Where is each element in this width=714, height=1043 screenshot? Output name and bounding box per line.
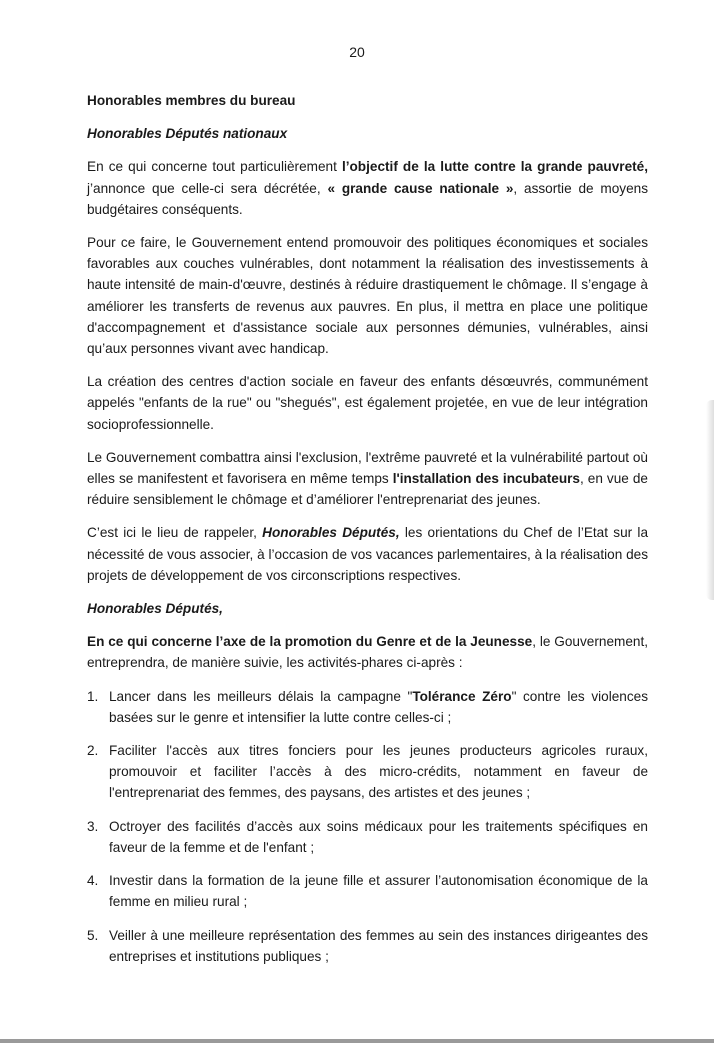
text: j’annonce que celle-ci sera décrétée, (87, 180, 328, 196)
paragraph-chef-etat (87, 522, 648, 586)
list-number: 2. (87, 743, 99, 759)
bold-text: En ce qui concerne l’axe de la promotion du Genre et de la Jeunesse (87, 634, 533, 650)
text: les orientations du Chef de l’Etat sur la nécessité de vous associer, à l’occasion de vos vacances parlementaires, à la réalisation des projets de développement de vos circonscriptions respectives. (87, 525, 649, 583)
paragraph-exclusion (87, 447, 648, 511)
heading-bureau: Honorables membres du bureau (87, 93, 296, 108)
list-item (87, 925, 648, 967)
text: , assortie de moyens budgétaires conséquents. (87, 180, 648, 217)
paragraph-genre-jeunesse (87, 631, 648, 673)
list-number: 3. (87, 818, 99, 834)
text: En ce qui concerne tout particulièrement (87, 159, 342, 175)
text: Octroyer des facilités d’accès aux soins médicaux pour les traitements spécifiques en faveur de la femme et de l'enfant ; (109, 818, 648, 855)
paragraph-politiques: Pour ce faire, le Gouvernement entend promouvoir des politiques économiques et sociales favorables aux couches vulnérables, dont notamment la réalisation des investissements à haute intensité de main-d'œuvre, destinés à réduire drastiquement le chômage. Il s’engage à améliorer les transferts de revenus aux pauvres. En plus, il mettra en place une politique d'accompagnement et d'assistance sociale aux personnes démunies, vulnérables, ainsi qu’aux personnes vivant avec handicap. (87, 235, 648, 357)
list-item (87, 686, 648, 728)
list-number: 4. (87, 873, 99, 889)
heading-deputes: Honorables Députés, (87, 601, 223, 617)
heading-deputes-nationaux: Honorables Députés nationaux (87, 126, 288, 142)
text: , en vue de réduire sensiblement le chômage et d’améliorer l'entreprenariat des jeunes. (87, 471, 648, 508)
list-number: 5. (87, 927, 99, 943)
bold-text: « grande cause nationale » (327, 180, 514, 196)
list-item (87, 816, 648, 858)
activities-list (87, 686, 648, 967)
paragraph-pauvrete (87, 156, 648, 220)
text: Lancer dans les meilleurs délais la campagne " (109, 688, 413, 704)
bold-text: Tolérance Zéro (412, 688, 512, 704)
text: Le Gouvernement combattra ainsi l'exclusion, l'extrême pauvreté et la vulnérabilité partout où elles se manifestent et favorisera en même temps (87, 449, 648, 487)
text: , le Gouvernement, entreprendra, de manière suivie, les activités-phares ci-après : (87, 634, 648, 671)
bold-text: l’objectif de la lutte contre la grande pauvreté, (341, 159, 648, 175)
list-item (87, 740, 648, 804)
bold-italic-text: Honorables Députés, (262, 525, 400, 541)
list-number: 1. (87, 688, 99, 704)
bold-text: l'installation des incubateurs (392, 471, 580, 487)
document-body (87, 90, 648, 979)
list-item (87, 870, 648, 912)
text: Investir dans la formation de la jeune fille et assurer l’autonomisation économique de la femme en milieu rural ; (109, 873, 648, 910)
text: C’est ici le lieu de rappeler, (87, 525, 263, 541)
page-edge-shadow (706, 400, 714, 600)
text: Veiller à une meilleure représentation des femmes au sein des instances dirigeantes des entreprises et institutions publiques ; (109, 927, 648, 964)
page-bottom-border (0, 1039, 714, 1043)
paragraph-centres-action-sociale: La création des centres d'action sociale en faveur des enfants désœuvrés, communément appelés "enfants de la rue" ou "shegués", est également projetée, en vue de leur intégration socioprofessionnelle. (87, 374, 648, 432)
page-number: 20 (349, 44, 365, 60)
text: Faciliter l'accès aux titres fonciers pour les jeunes producteurs agricoles ruraux, promouvoir et faciliter l’accès à des micro-crédits, notamment en faveur de l'entreprenariat des femmes, des paysans, des artistes et des jeunes ; (109, 743, 648, 801)
text: " contre les violences basées sur le genre et intensifier la lutte contre celles-ci ; (109, 688, 648, 725)
